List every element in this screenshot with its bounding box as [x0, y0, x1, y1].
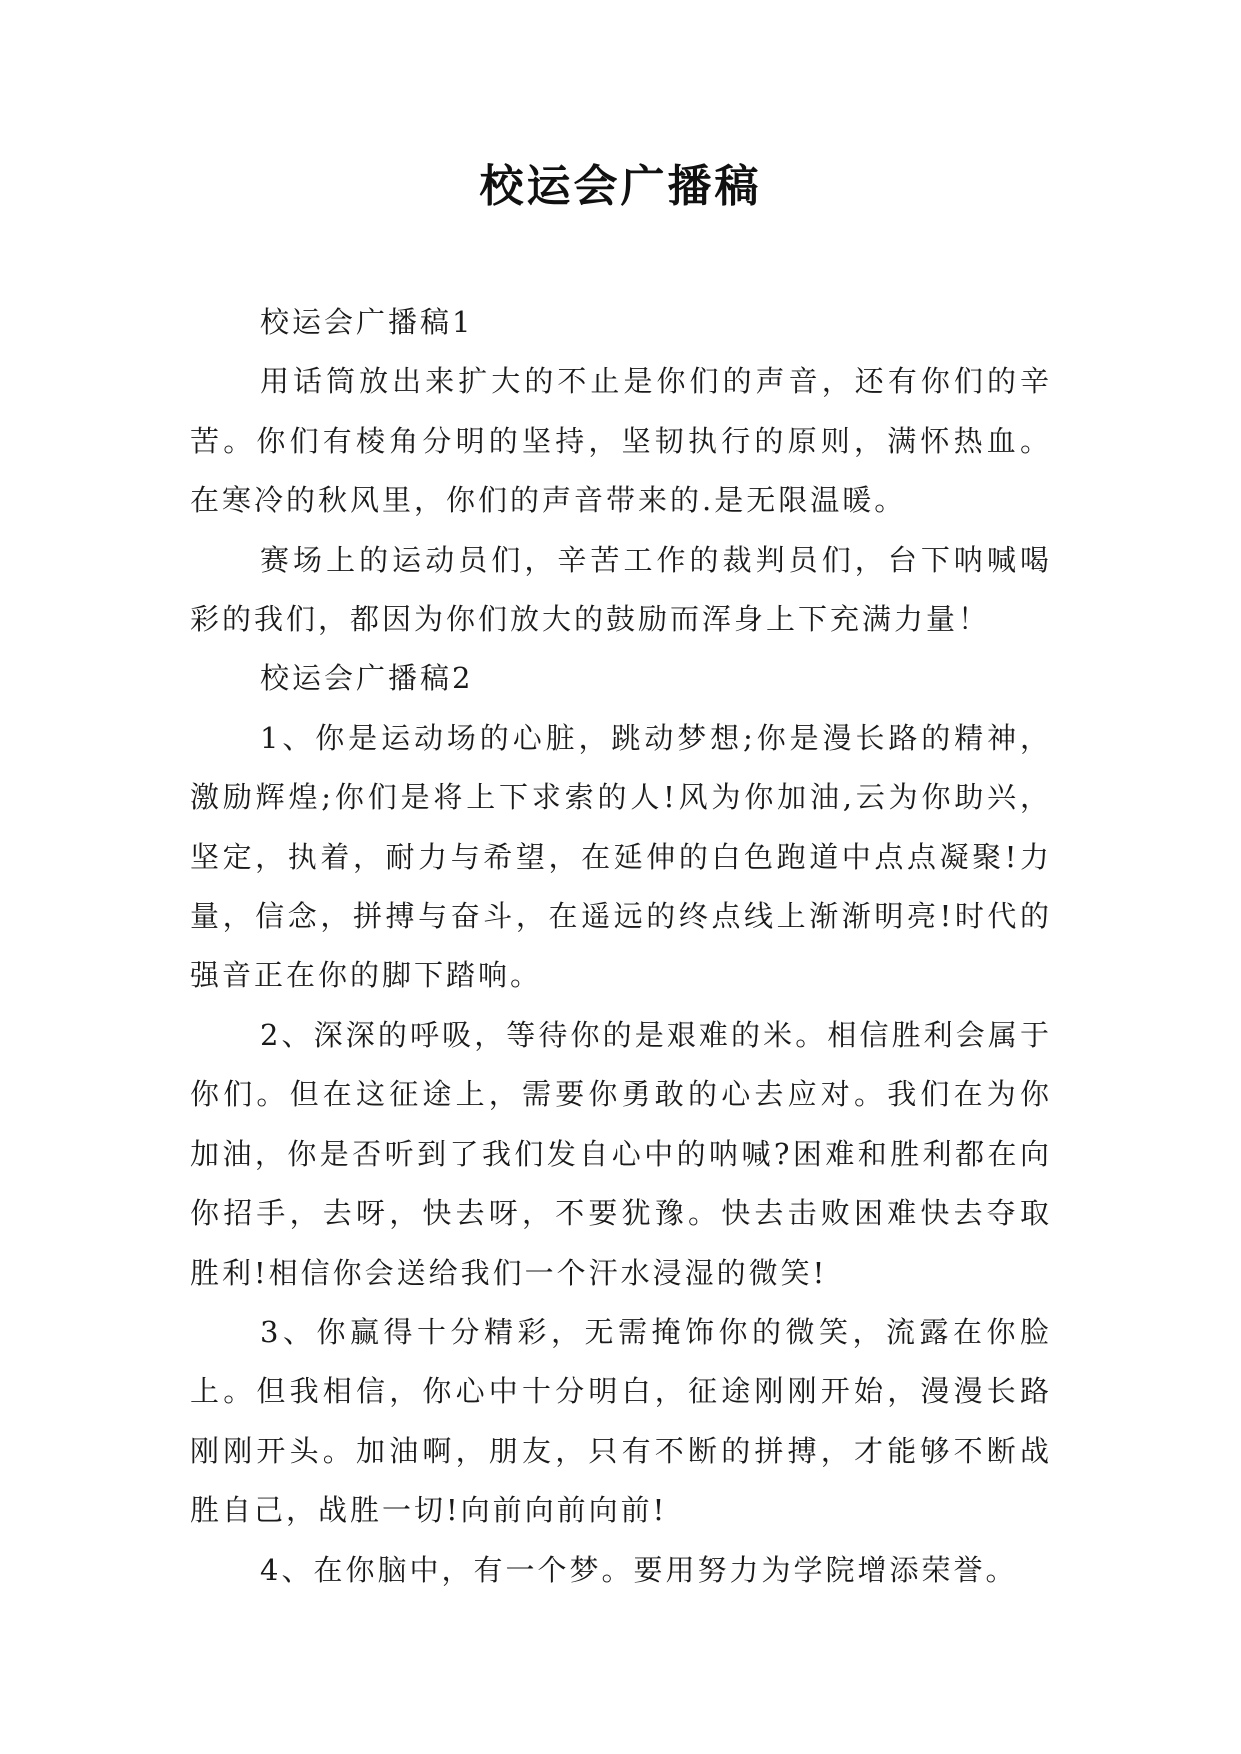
- body-paragraph: 1、你是运动场的心脏，跳动梦想;你是漫长路的精神，激励辉煌;你们是将上下求索的人!风为你加油,云为你助兴，坚定，执着，耐力与希望，在延伸的白色跑道中点点凝聚!力量，信念，拼搏与奋斗，在遥远的终点线上渐渐明亮!时代的强音正在你的脚下踏响。: [190, 720, 1052, 993]
- document-body: [190, 293, 1052, 1600]
- body-paragraph: 4、在你脑中，有一个梦。要用努力为学院增添荣誉。: [260, 1552, 1018, 1587]
- document-title: 校运会广播稿: [479, 161, 762, 212]
- body-paragraph: 用话筒放出来扩大的不止是你们的声音，还有你们的辛苦。你们有棱角分明的坚持，坚韧执行的原则，满怀热血。在寒冷的秋风里，你们的声音带来的.是无限温暖。: [190, 364, 1052, 518]
- section-heading: 校运会广播稿1: [260, 305, 474, 339]
- body-paragraph: 3、你赢得十分精彩，无需掩饰你的微笑，流露在你脸上。但我相信，你心中十分明白，征途刚刚开始，漫漫长路刚刚开头。加油啊，朋友，只有不断的拼搏，才能够不断战胜自己，战胜一切!向前向前向前!: [190, 1314, 1052, 1528]
- body-paragraph: 赛场上的运动员们，辛苦工作的裁判员们，台下呐喊喝彩的我们，都因为你们放大的鼓励而浑身上下充满力量！: [190, 542, 1052, 637]
- section-heading: 校运会广播稿2: [260, 661, 474, 696]
- body-paragraph: 2、深深的呼吸，等待你的是艰难的米。相信胜利会属于你们。但在这征途上，需要你勇敢的心去应对。我们在为你加油，你是否听到了我们发自心中的呐喊?困难和胜利都在向你招手，去呀，快去呀，不要犹豫。快去击败困难快去夺取胜利!相信你会送给我们一个汗水浸湿的微笑!: [190, 1017, 1052, 1290]
